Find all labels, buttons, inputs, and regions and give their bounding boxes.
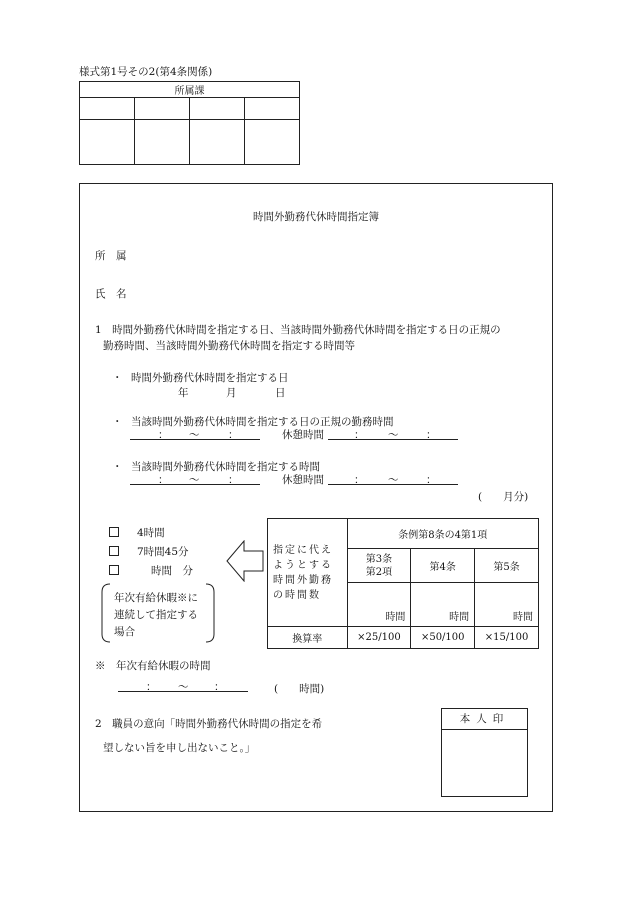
hours-cell[interactable]: 時間 (347, 583, 411, 627)
section2-line2: 望しない旨を申し出ないこと。」 (103, 742, 256, 754)
dept-cell[interactable] (245, 98, 300, 120)
arrow-left-icon (226, 540, 264, 582)
tilde: 〜 (178, 681, 189, 693)
colon: ： (426, 474, 437, 486)
colon: ： (228, 429, 239, 441)
annual-leave-note-3: 場合 (114, 626, 135, 638)
colon: ： (426, 429, 437, 441)
break-label: 休憩時間 (282, 474, 324, 486)
checkbox-icon[interactable] (109, 527, 119, 537)
item3-label: 当該時間外勤務代休時間を指定する時間 (131, 461, 320, 473)
dept-cell[interactable] (190, 120, 245, 165)
option-7h45m[interactable]: 7時間45分 (109, 544, 189, 559)
form-title: 時間外勤務代休時間指定簿 (253, 211, 379, 223)
checkbox-icon[interactable] (109, 565, 119, 575)
dept-cell[interactable] (80, 98, 135, 120)
colon: ： (158, 474, 169, 486)
col-article3: 第3条 第2項 (347, 549, 411, 583)
section1-line2: 勤務時間、当該時間外勤務代休時間を指定する時間等 (103, 340, 355, 352)
col-article4: 第4条 (411, 549, 475, 583)
department-header: 所属課 (80, 82, 300, 98)
colon: ： (354, 429, 365, 441)
colon: ： (158, 429, 169, 441)
rate-label: 換算率 (268, 627, 348, 649)
option-custom[interactable]: 時間 分 (109, 563, 193, 578)
annual-leave-note-2: 連続して指定する (114, 609, 198, 621)
colon: ： (228, 474, 239, 486)
col-article5: 第5条 (475, 549, 539, 583)
dept-cell[interactable] (190, 98, 245, 120)
annual-leave-label: ※ 年次有給休暇の時間 (95, 660, 211, 672)
annual-leave-hours: ( 時間) (274, 683, 325, 695)
month-label: 月 (226, 387, 237, 399)
department-table (79, 81, 300, 165)
colon: ： (214, 681, 225, 693)
dept-cell[interactable] (245, 120, 300, 165)
colon: ： (354, 474, 365, 486)
annual-leave-note-1: 年次有給休暇※に (114, 592, 198, 604)
bullet: ・ (112, 372, 123, 384)
hours-cell[interactable]: 時間 (411, 583, 475, 627)
tilde: 〜 (388, 474, 399, 486)
option-4h[interactable]: 4時間 (109, 525, 165, 540)
section1-line1: 1 時間外勤務代休時間を指定する日、当該時間外勤務代休時間を指定する日の正規の (95, 324, 501, 336)
tilde: 〜 (189, 474, 200, 486)
dept-cell[interactable] (80, 120, 135, 165)
overtime-hours-label: 指定に代え ようとする 時間外勤務 の時間数 (268, 519, 348, 627)
bullet: ・ (112, 461, 123, 473)
colon: ： (146, 681, 157, 693)
affiliation-label: 所 属 (95, 250, 127, 262)
rate-value: ×25/100 (347, 627, 411, 649)
section2-line1: 2 職員の意向「時間外勤務代休時間の指定を希 (95, 718, 323, 730)
form-id: 様式第1号その2(第4条関係) (79, 66, 213, 78)
month-count: ( 月分) (478, 491, 529, 503)
tilde: 〜 (189, 429, 200, 441)
item2-label: 当該時間外勤務代休時間を指定する日の正規の勤務時間 (131, 416, 394, 428)
name-label: 氏 名 (95, 288, 127, 300)
ordinance-header: 条例第8条の4第1項 (347, 519, 539, 549)
conversion-table (267, 518, 539, 649)
tilde: 〜 (388, 429, 399, 441)
hours-cell[interactable]: 時間 (475, 583, 539, 627)
item1-label: 時間外勤務代休時間を指定する日 (131, 372, 289, 384)
rate-value: ×15/100 (475, 627, 539, 649)
year-label: 年 (178, 387, 189, 399)
rate-value: ×50/100 (411, 627, 475, 649)
day-label: 日 (275, 387, 286, 399)
seal-label: 本人印 (441, 708, 528, 730)
dept-cell[interactable] (135, 98, 190, 120)
bullet: ・ (112, 416, 123, 428)
break-label: 休憩時間 (282, 429, 324, 441)
checkbox-icon[interactable] (109, 546, 119, 556)
dept-cell[interactable] (135, 120, 190, 165)
